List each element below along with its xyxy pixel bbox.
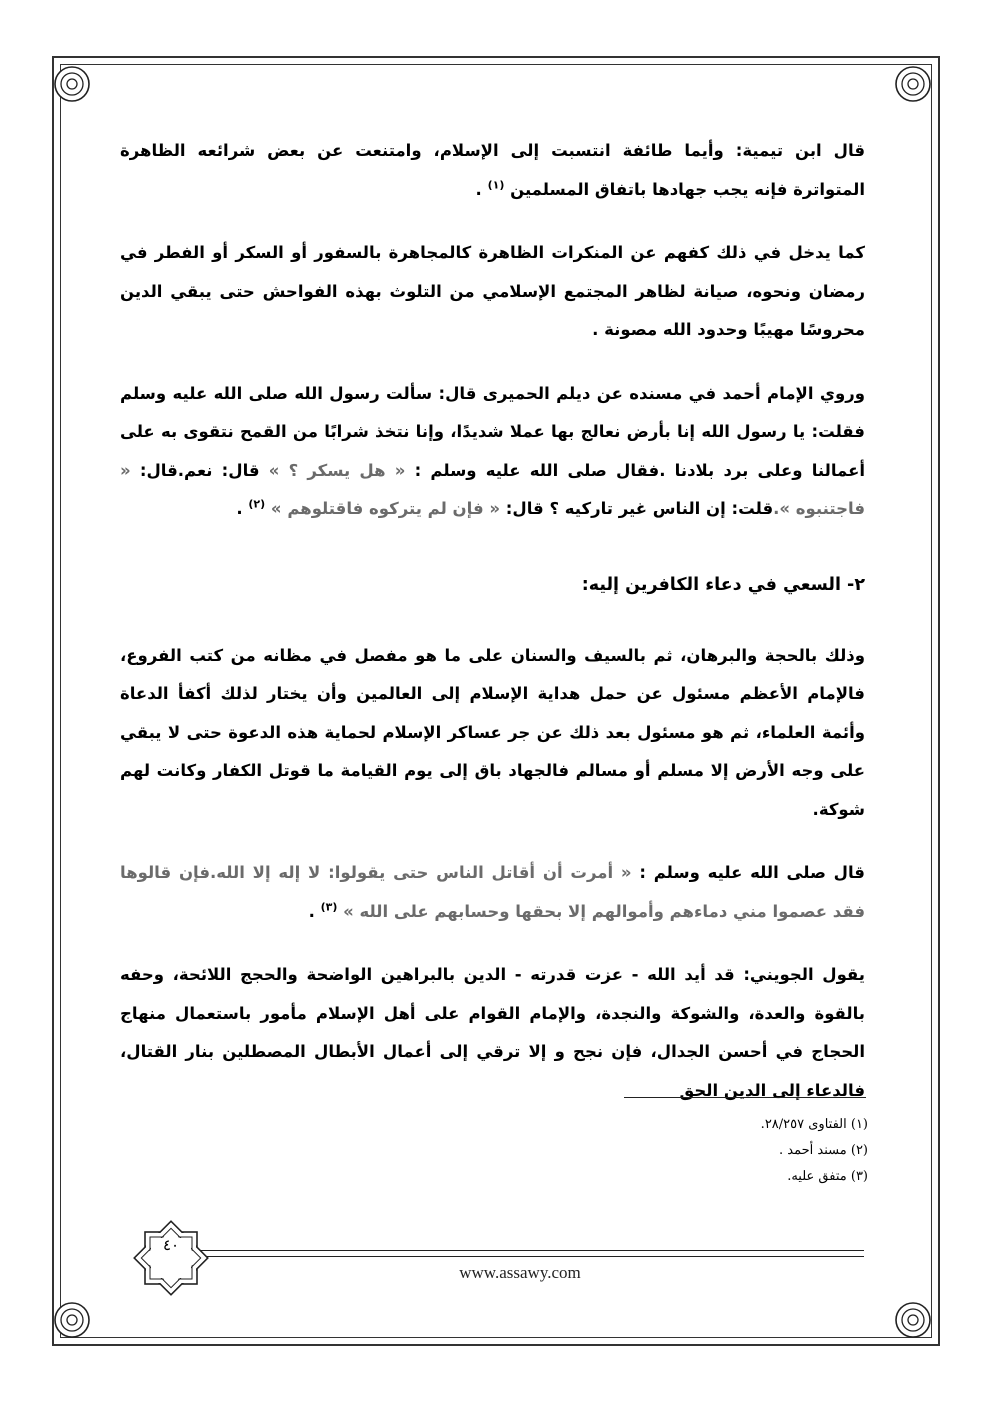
footer-rule-top bbox=[200, 1250, 864, 1251]
page-number-star-badge bbox=[128, 1215, 214, 1301]
sentence-end: . bbox=[475, 179, 488, 199]
footnotes bbox=[600, 1112, 868, 1190]
hadith-quote: « فاجتنبوه ». bbox=[120, 460, 865, 518]
hadith-quote: « فإن لم يتركوه فاقتلوهم » bbox=[265, 499, 506, 518]
frame-corner-ornament-bottom-right bbox=[893, 1300, 933, 1340]
paragraph-text: قلت: إن الناس غير تاركيه ؟ قال: bbox=[505, 499, 774, 518]
page-body bbox=[120, 132, 865, 1110]
paragraph-public-sins: كما يدخل في ذلك كفهم عن المنكرات الظاهرة كالمجاهرة بالسفور أو السكر أو الفطر في رمضان ونحوه، صيانة لظاهر المجتمع الإسلامي من التلوث بهذه الفواحش حتى يبقي الدين محروسًا مهيبًا وحدود الله مصونة . bbox=[120, 243, 865, 339]
paragraph-text: قال ابن تيمية: وأيما طائفة انتسبت إلى الإسلام، وامتنعت عن بعض شرائعه الظاهرة المتواترة فإنه يجب جهادها باتفاق المسلمين bbox=[120, 141, 865, 199]
footnote-2: (٢) مسند أحمد . bbox=[779, 1143, 868, 1158]
paragraph-text: وروي الإمام أحمد في مسنده عن ديلم الحميرى قال: سألت رسول الله صلى الله عليه وسلم فقلت: يا رسول الله إنا بأرض نعالج بها عملا شديدًا، وإنا نتخذ شرابًا من القمح نتقوى به على أعمالنا وعلى برد بلادنا .فقال صلى الله عليه وسلم : bbox=[120, 383, 866, 480]
paragraph-juwayni: يقول الجويني: قد أيد الله - عزت قدرته - الدين بالبراهين الواضحة والحجج اللائحة، وحفه بالقوة والعدة، والشوكة والنجدة، والإمام القوام على أهل الإسلام مأمور باستعمال منهاج الحجاج في أحسن الجدال، فإن نجح و إلا ترقي إلى أعمال الأبطال المصطلين بنار القتال، فالدعاء إلى الدين الحق bbox=[120, 965, 865, 1100]
frame-corner-ornament-top-right bbox=[893, 64, 933, 104]
section-heading: ٢- السعي في دعاء الكافرين إليه: bbox=[581, 574, 865, 595]
footnote-3: (٣) متفق عليه. bbox=[787, 1169, 868, 1184]
footnote-ref-1[interactable]: (١) bbox=[487, 178, 505, 191]
footnote-ref-2[interactable]: (٢) bbox=[248, 497, 266, 511]
frame-corner-ornament-bottom-left bbox=[52, 1300, 92, 1340]
hadith-quote: « هل يسكر ؟ » bbox=[259, 460, 415, 480]
frame-corner-ornament-top-left bbox=[52, 64, 92, 104]
page-number: ٤٠ bbox=[162, 1236, 180, 1254]
paragraph-ibn-taymiyyah bbox=[120, 132, 865, 209]
paragraph-hadith-dailam bbox=[120, 375, 865, 529]
footnote-separator bbox=[624, 1097, 866, 1098]
hadith-quote: « أمرت أن أقاتل الناس حتى يقولوا: لا إله إلا الله.فإن قالوها فقد عصموا مني دماءهم وأموالهم إلا بحقها وحسابهم على الله » bbox=[120, 863, 865, 921]
footnote-ref-3[interactable]: (٣) bbox=[320, 900, 338, 913]
footer-rule-bottom bbox=[200, 1256, 864, 1257]
site-url[interactable]: www.assawy.com bbox=[459, 1263, 581, 1282]
footnote-1: (١) الفتاوى ٢٨/٢٥٧. bbox=[760, 1117, 868, 1132]
sentence-end: . bbox=[236, 499, 249, 518]
paragraph-proof-and-sword: وذلك بالحجة والبرهان، ثم بالسيف والسنان على ما هو مفصل في مظانه من كتب الفروع، فالإمام الأعظم مسئول عن حمل هداية الإسلام إلى العالمين وأن يختار لذلك أكفأ الدعاة وأئمة العلماء، ثم هو مسئول بعد ذلك عن جر عساكر الإسلام لحماية هذه الدعوة حتى لا يبقي على وجه الأرض إلا مسلم أو مسالم فالجهاد باق إلى يوم القيامة ما قوتل الكفار وكانت لهم شوكة. bbox=[120, 645, 865, 819]
paragraph-hadith-fight bbox=[120, 854, 865, 931]
paragraph-text: قال صلى الله عليه وسلم : bbox=[639, 863, 865, 882]
sentence-end: . bbox=[308, 901, 321, 921]
paragraph-text: قال: نعم.قال: bbox=[139, 460, 260, 480]
